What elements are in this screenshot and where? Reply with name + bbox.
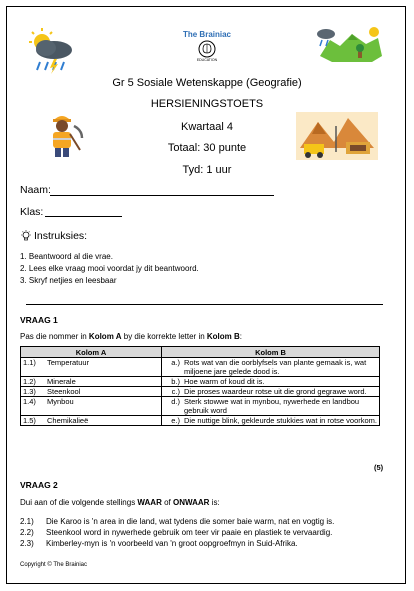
question-1-instruction: Pas die nommer in Kolom A by die korrekte letter in Kolom B: (20, 332, 243, 341)
statement-text: Kimberley-myn is 'n voorbeeld van 'n groot oopgroefmyn in Suid-Afrika. (46, 539, 298, 548)
item-term: Temperatuur (45, 358, 162, 377)
list-item (20, 527, 334, 538)
question-2-title: VRAAG 2 (20, 480, 58, 490)
item-letter: b.) (162, 377, 183, 387)
lightbulb-icon (20, 230, 32, 242)
item-description: Sterk stowwe wat in mynbou, nywerhede en landbou gebruik word (182, 397, 380, 416)
item-term: Chemikalieë (45, 416, 162, 426)
test-type-title: HERSIENINGSTOETS (150, 98, 264, 110)
list-item (20, 538, 334, 549)
class-input-line[interactable] (45, 216, 122, 217)
statement-number: 2.3) (20, 539, 34, 548)
item-term: Mynbou (45, 397, 162, 416)
item-letter: d.) (162, 397, 183, 416)
statement-text: Steenkool word in nywerhede gebruik om teer vir paaie en plastiek te vervaardig. (46, 528, 333, 537)
name-label: Naam: (20, 184, 51, 196)
list-item (20, 516, 334, 527)
item-description: Rots wat van die oorblyfsels van plante gemaak is, wat miljoene jare gelede dood is. (182, 358, 380, 377)
item-number: 1.2) (21, 377, 46, 387)
total-marks: Totaal: 30 punte (167, 142, 247, 154)
item-description: Hoe warm of koud dit is. (182, 377, 380, 387)
statement-number: 2.1) (20, 517, 34, 526)
class-label: Klas: (20, 206, 44, 218)
question-1-marks: (5) (374, 463, 384, 472)
question-2-statements (20, 516, 334, 549)
section-divider (26, 304, 383, 305)
item-number: 1.3) (21, 387, 46, 397)
table-row (21, 397, 380, 416)
question-1-title: VRAAG 1 (20, 315, 58, 325)
instructions-list (20, 251, 199, 287)
table-row (21, 387, 380, 397)
matching-table (20, 346, 380, 426)
instructions-heading (20, 230, 87, 242)
table-row (21, 416, 380, 426)
brain-logo-icon (198, 40, 216, 58)
name-input-line[interactable] (50, 195, 274, 196)
environment-illustration (312, 26, 384, 66)
item-letter: e.) (162, 416, 183, 426)
item-letter: a.) (162, 358, 183, 377)
item-description: Die nuttige blink, gekleurde stukkies wat in rotse voorkom. (182, 416, 380, 426)
item-number: 1.4) (21, 397, 46, 416)
column-b-header: Kolom B (162, 347, 380, 358)
statement-number: 2.2) (20, 528, 34, 537)
miner-illustration (44, 110, 84, 158)
item-number: 1.5) (21, 416, 46, 426)
time-allowed: Tyd: 1 uur (182, 164, 232, 176)
instruction-item: 2. Lees elke vraag mooi voordat jy dit beantwoord. (20, 264, 199, 273)
brand-name: The Brainiac (182, 30, 231, 39)
item-description: Die proses waardeur rotse uit die grond gegrawe word. (182, 387, 380, 397)
logo-subtitle: EDUCATION (196, 58, 218, 62)
instruction-item: 3. Skryf netjies en leesbaar (20, 276, 117, 285)
column-a-header: Kolom A (21, 347, 162, 358)
statement-text: Die Karoo is 'n area in die land, wat tydens die somer baie warm, nat en vogtig is. (46, 517, 335, 526)
term-title: Kwartaal 4 (181, 121, 233, 133)
mining-site-illustration (296, 112, 378, 160)
instruction-item: 1. Beantwoord al die vrae. (20, 252, 113, 261)
instructions-heading-text: Instruksies: (34, 230, 88, 242)
item-number: 1.1) (21, 358, 46, 377)
table-row (21, 358, 380, 377)
subject-title: Gr 5 Sosiale Wetenskappe (Geografie) (112, 77, 302, 89)
item-term: Steenkool (45, 387, 162, 397)
question-2-instruction: Dui aan of die volgende stellings WAAR of ONWAAR is: (20, 498, 220, 507)
item-term: Minerale (45, 377, 162, 387)
table-row (21, 377, 380, 387)
copyright-footer: Copyright © The Brainiac (20, 562, 88, 568)
item-letter: c.) (162, 387, 183, 397)
